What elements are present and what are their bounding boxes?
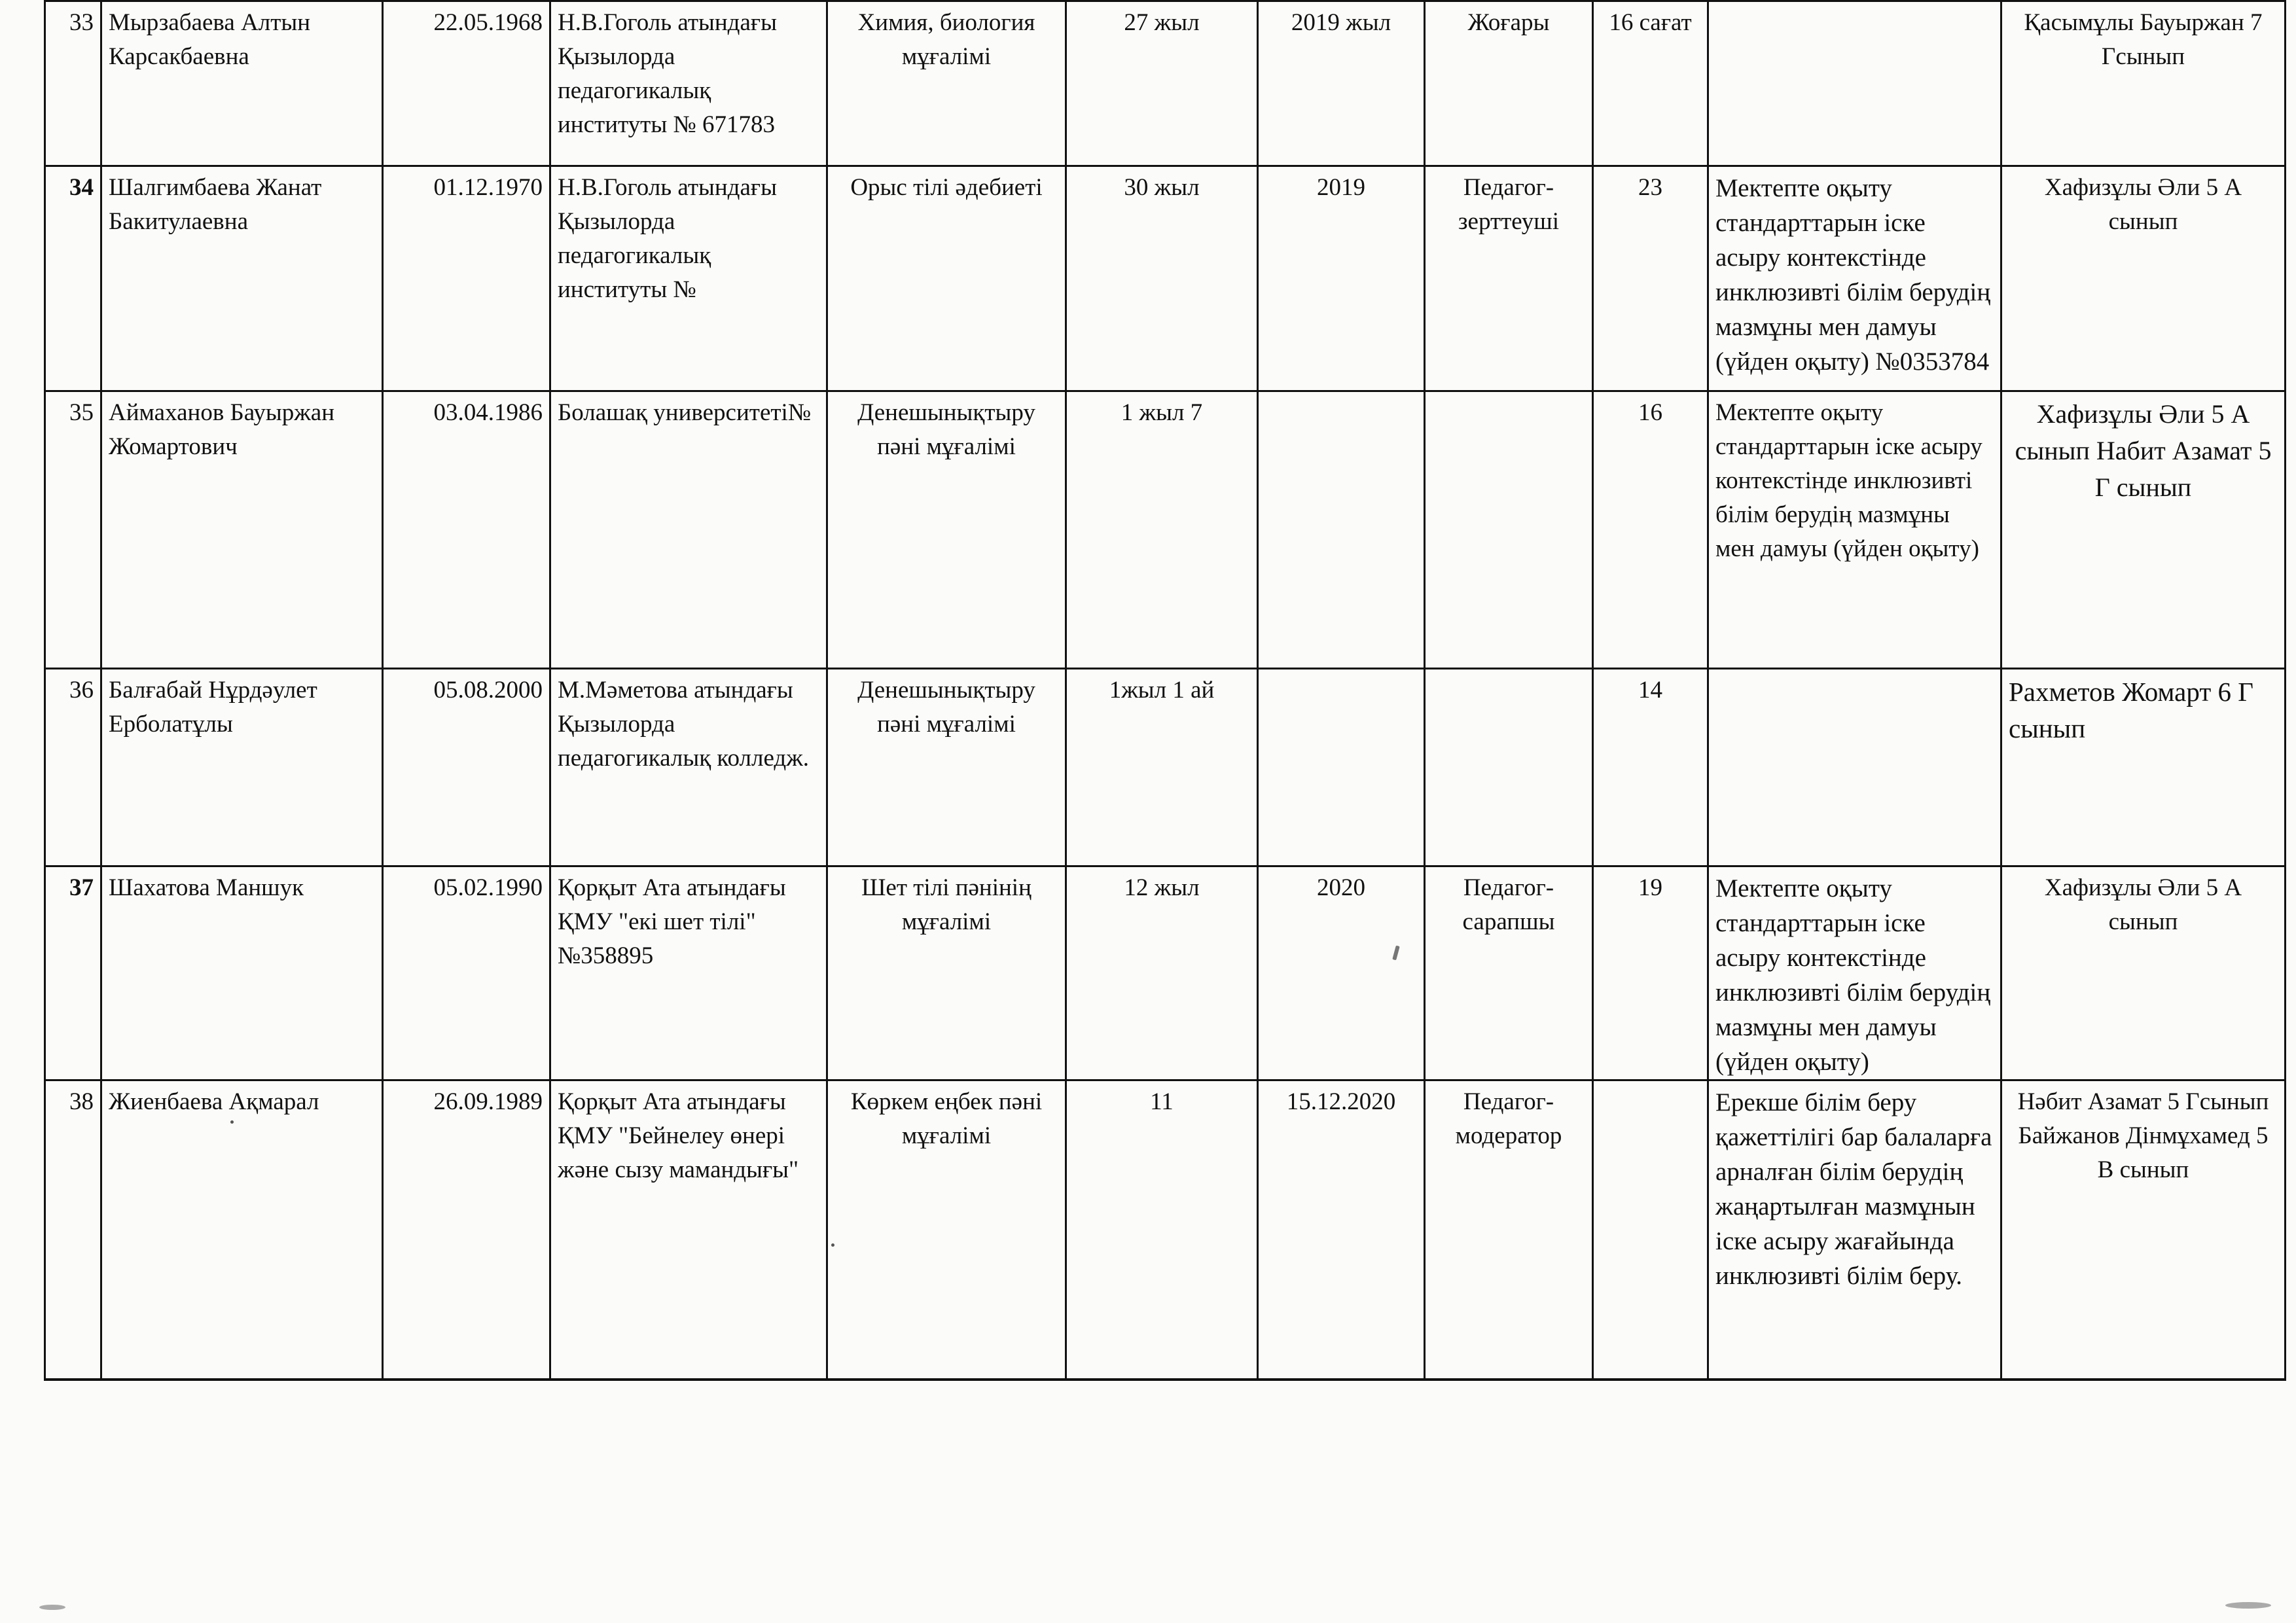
experience: 27 жыл — [1066, 1, 1258, 166]
course-cell — [1708, 1, 2001, 166]
mentor-class: Рахметов Жомарт 6 Г сынып — [2001, 669, 2286, 866]
course: Мектепте оқыту стандарттарын іске асыру контекстінде инклюзивті білім берудің мазмұны мен дамуы (үйден оқыту) №0353784 — [1708, 166, 2001, 391]
hours: 19 — [1593, 866, 1708, 1080]
birth-date: 01.12.1970 — [383, 166, 550, 391]
subject: Денешынықтыру пәні мұғалімі — [827, 391, 1066, 669]
table-row — [45, 391, 2286, 669]
mentor-class: Нәбит Азамат 5 Гсынып Байжанов Дінмұхамед 5 В сынып — [2001, 1080, 2286, 1380]
teacher-name: Шалгимбаева Жанат Бакитулаевна — [101, 166, 383, 391]
row-number: 35 — [45, 391, 101, 669]
education: Н.В.Гоголь атындағы Қызылорда педагогикалық институты № 671783 — [550, 1, 827, 166]
experience: 30 жыл — [1066, 166, 1258, 391]
table-row — [45, 166, 2286, 391]
experience: 11 — [1066, 1080, 1258, 1380]
birth-date: 26.09.1989 — [383, 1080, 550, 1380]
mentor-class: Қасымұлы Бауыржан 7 Гсынып — [2001, 1, 2286, 166]
mentor-class: Хафизұлы Әли 5 А сынып — [2001, 866, 2286, 1080]
education: Болашақ университеті№ — [550, 391, 827, 669]
teacher-name: Мырзабаева Алтын Карсакбаевна — [101, 1, 383, 166]
hours: 16 сағат — [1593, 1, 1708, 166]
course-cell — [1708, 669, 2001, 866]
subject: Көркем еңбек пәні мұғалімі — [827, 1080, 1066, 1380]
course: Ерекше білім беру қажеттілігі бар балаларға арналған білім берудің жаңартылған мазмұнын іске асыру жағайында инклюзивті білім беру. — [1708, 1080, 2001, 1380]
experience: 12 жыл — [1066, 866, 1258, 1080]
row-number: 38 — [45, 1080, 101, 1380]
hours: 23 — [1593, 166, 1708, 391]
course: Мектепте оқыту стандарттарын іске асыру контекстінде инклюзивті білім берудің мазмұны мен дамуы (үйден оқыту) — [1708, 866, 2001, 1080]
row-number: 37 — [45, 866, 101, 1080]
education: Қорқыт Ата атындағы ҚМУ "Бейнелеу өнері және сызу мамандығы" — [550, 1080, 827, 1380]
table-row — [45, 669, 2286, 866]
table-row — [45, 1, 2286, 166]
row-number: 36 — [45, 669, 101, 866]
attestation-year: 15.12.2020 — [1258, 1080, 1425, 1380]
attestation-year: 2019 жыл — [1258, 1, 1425, 166]
category — [1425, 391, 1593, 669]
attestation-year — [1258, 391, 1425, 669]
row-number: 33 — [45, 1, 101, 166]
category: Жоғары — [1425, 1, 1593, 166]
subject: Химия, биология мұғалімі — [827, 1, 1066, 166]
attestation-year: 2020 — [1258, 866, 1425, 1080]
table-row — [45, 1080, 2286, 1380]
table-row — [45, 866, 2286, 1080]
hours: 16 — [1593, 391, 1708, 669]
mentor-class: Хафизұлы Әли 5 А сынып — [2001, 166, 2286, 391]
birth-date: 05.02.1990 — [383, 866, 550, 1080]
subject: Денешынықтыру пәні мұғалімі — [827, 669, 1066, 866]
teacher-name: Балғабай Нұрдәулет Ерболатұлы — [101, 669, 383, 866]
subject: Шет тілі пәнінің мұғалімі — [827, 866, 1066, 1080]
attestation-year: 2019 — [1258, 166, 1425, 391]
category: Педагог-сарапшы — [1425, 866, 1593, 1080]
experience: 1жыл 1 ай — [1066, 669, 1258, 866]
subject: Орыс тілі әдебиеті — [827, 166, 1066, 391]
teacher-name: Жиенбаева Ақмарал — [101, 1080, 383, 1380]
birth-date: 03.04.1986 — [383, 391, 550, 669]
category: Педагог-модератор — [1425, 1080, 1593, 1380]
birth-date: 22.05.1968 — [383, 1, 550, 166]
scan-speck — [831, 1243, 834, 1247]
education: Қорқыт Ата атындағы ҚМУ "екі шет тілі" №358895 — [550, 866, 827, 1080]
scan-speck — [230, 1120, 234, 1124]
hours — [1593, 1080, 1708, 1380]
education: Н.В.Гоголь атындағы Қызылорда педагогикалық институты № — [550, 166, 827, 391]
category: Педагог-зерттеуші — [1425, 166, 1593, 391]
mentor-class: Хафизұлы Әли 5 А сынып Набит Азамат 5 Г сынып — [2001, 391, 2286, 669]
birth-date: 05.08.2000 — [383, 669, 550, 866]
hours: 14 — [1593, 669, 1708, 866]
scan-speck — [2225, 1602, 2271, 1609]
attestation-year — [1258, 669, 1425, 866]
scan-speck — [39, 1605, 65, 1610]
teacher-name: Шахатова Маншук — [101, 866, 383, 1080]
teacher-name: Аймаханов Бауыржан Жомартович — [101, 391, 383, 669]
experience: 1 жыл 7 — [1066, 391, 1258, 669]
row-number: 34 — [45, 166, 101, 391]
category — [1425, 669, 1593, 866]
course: Мектепте оқыту стандарттарын іске асыру контекстінде инклюзивті білім берудің мазмұны мен дамуы (үйден оқыту) — [1708, 391, 2001, 669]
education: М.Мәметова атындағы Қызылорда педагогикалық колледж. — [550, 669, 827, 866]
teachers-table — [44, 0, 2286, 1381]
